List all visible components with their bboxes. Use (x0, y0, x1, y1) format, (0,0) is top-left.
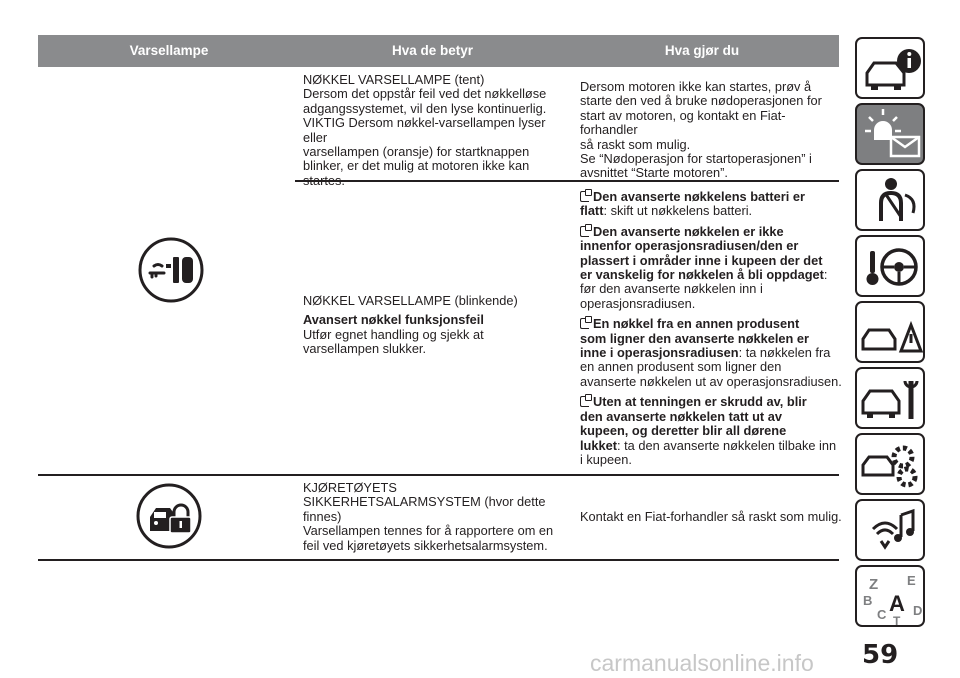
key-warning-icon (138, 237, 204, 303)
tab-maintenance[interactable] (855, 367, 925, 429)
meaning-title: NØKKEL VARSELLAMPE (blinkende) (303, 293, 518, 308)
bullet-bold: En nøkkel fra en annen produsent (593, 316, 800, 332)
svg-text:E: E (907, 573, 916, 588)
text-line: feil ved kjøretøyets sikkerhetsalarmsystem. (303, 537, 548, 553)
bullet-bold: er vanskelig for nøkkelen å bli oppdaget (580, 267, 824, 283)
steering-key-icon (857, 237, 927, 299)
bullet-text: : (823, 267, 828, 283)
row3-action: Kontakt en Fiat-forhandler så raskt som mulig. (580, 509, 842, 524)
text-line: varsellampen (oransje) for startknappen (303, 144, 530, 160)
bullet-text: : skift ut nøkkelens batteri. (603, 203, 753, 219)
text-line: Dersom det oppstår feil ved det nøkkelløse (303, 86, 547, 102)
row-separator (38, 559, 839, 561)
bullet-text: : ta nøkkelen fra (738, 345, 831, 361)
text-line: operasjonsradiusen. (580, 295, 696, 311)
table-header (38, 35, 839, 67)
svg-text:Z: Z (869, 576, 879, 593)
technical-data-icon (857, 435, 927, 497)
warning-lights-icon (857, 105, 927, 167)
seatbelt-airbag-icon (857, 171, 927, 233)
svg-text:C: C (877, 607, 887, 622)
bullet-bold: plassert i områder inne i kupeen der det (580, 252, 823, 268)
tab-index[interactable] (855, 565, 925, 627)
tab-warning-lights[interactable] (855, 103, 925, 165)
text-line: en annen produsent som ligner den (580, 359, 782, 375)
text-line: startes. (303, 172, 345, 188)
svg-text:T: T (893, 614, 901, 628)
bullet-bold: Den avanserte nøkkelen er ikke (593, 223, 784, 239)
multimedia-icon (857, 501, 927, 563)
text-line: VIKTIG Dersom nøkkel-varsellampen lyser eller (303, 115, 546, 145)
text-line: Utfør egnet handling og sjekk at (303, 326, 484, 342)
text-line: blinker, er det mulig at motoren ikke kan (303, 158, 530, 174)
row1-action (580, 80, 842, 181)
bullet-bold: som ligner den avanserte nøkkelen er (580, 330, 810, 346)
row2-meaning (303, 294, 565, 357)
text-line: før den avanserte nøkkelen inn i (580, 281, 763, 297)
meaning-bold: Avansert nøkkel funksjonsfeil (303, 312, 484, 328)
text-line: i kupeen. (580, 451, 632, 467)
text-line: SIKKERHETSALARMSYSTEM (hvor dette (303, 494, 546, 510)
car-maintenance-icon (857, 369, 927, 431)
tab-car-info[interactable] (855, 37, 925, 99)
bullet-item (580, 190, 842, 219)
text-line: Dersom motoren ikke kan startes, prøv å (580, 79, 812, 94)
bullet-bold: lukket (580, 437, 617, 453)
bullet-bold: kupeen, og deretter blir all dørene (580, 423, 787, 439)
tab-starting-driving[interactable] (855, 235, 925, 297)
svg-text:B: B (863, 593, 873, 608)
page-number: 59 (862, 640, 899, 670)
text-line: finnes) (303, 508, 342, 524)
checkbox-icon (580, 191, 589, 202)
watermark: carmanualsonline.info (590, 650, 814, 676)
text-line: starte den ved å bruke nødoperasjonen for (580, 93, 822, 109)
bullet-bold: inne i operasjonsradiusen (580, 345, 739, 361)
text-line: avanserte nøkkelen ut av operasjonsradiusen. (580, 373, 842, 389)
tab-safety[interactable] (855, 169, 925, 231)
header-meaning: Hva de betyr (391, 43, 474, 58)
text-line: avsnittet “Starte motoren”. (580, 165, 728, 181)
alphabetical-index-icon (857, 567, 927, 629)
tab-multimedia[interactable] (855, 499, 925, 561)
bullet-bold: den avanserte nøkkelen tatt ut av (580, 408, 782, 424)
car-info-icon (857, 39, 927, 101)
row3-meaning (303, 481, 565, 553)
text-line: KJØRETØYETS (303, 480, 397, 495)
tab-emergency[interactable] (855, 301, 925, 363)
tab-technical-data[interactable] (855, 433, 925, 495)
header-action: Hva gjør du (664, 43, 740, 58)
svg-text:D: D (913, 603, 923, 618)
bullet-bold: Uten at tenningen er skrudd av, blir (593, 394, 807, 410)
svg-text:A: A (889, 591, 905, 616)
bullet-bold: innenfor operasjonsradiusen/den er (580, 238, 799, 254)
text-line: så raskt som mulig. (580, 136, 691, 152)
text-line: NØKKEL VARSELLAMPE (tent) (303, 72, 485, 87)
text-line: start av motoren, og kontakt en Fiat-forhandler (580, 107, 786, 138)
row1-meaning (303, 73, 565, 188)
vehicle-security-icon (136, 483, 202, 549)
bullet-bold: Den avanserte nøkkelens batteri er (593, 189, 805, 204)
row2-action (580, 190, 842, 467)
header-warning-light: Varsellampe (129, 43, 209, 58)
checkbox-icon (580, 318, 589, 329)
row-separator (38, 474, 839, 476)
checkbox-icon (580, 226, 589, 237)
emergency-car-icon (857, 303, 927, 365)
text-line: varsellampen slukker. (303, 341, 427, 357)
bullet-item (580, 225, 842, 311)
bullet-item (580, 317, 842, 389)
text-line: Varsellampen tennes for å rapportere om en (303, 523, 554, 539)
text-line: Se “Nødoperasjon for startoperasjonen” i (580, 151, 812, 167)
bullet-item (580, 395, 842, 467)
bullet-text: : ta den avanserte nøkkelen tilbake inn (617, 437, 837, 453)
checkbox-icon (580, 396, 589, 407)
text-line: adgangssystemet, vil den lyse kontinuerlig. (303, 100, 547, 116)
bullet-bold: flatt (580, 203, 604, 219)
